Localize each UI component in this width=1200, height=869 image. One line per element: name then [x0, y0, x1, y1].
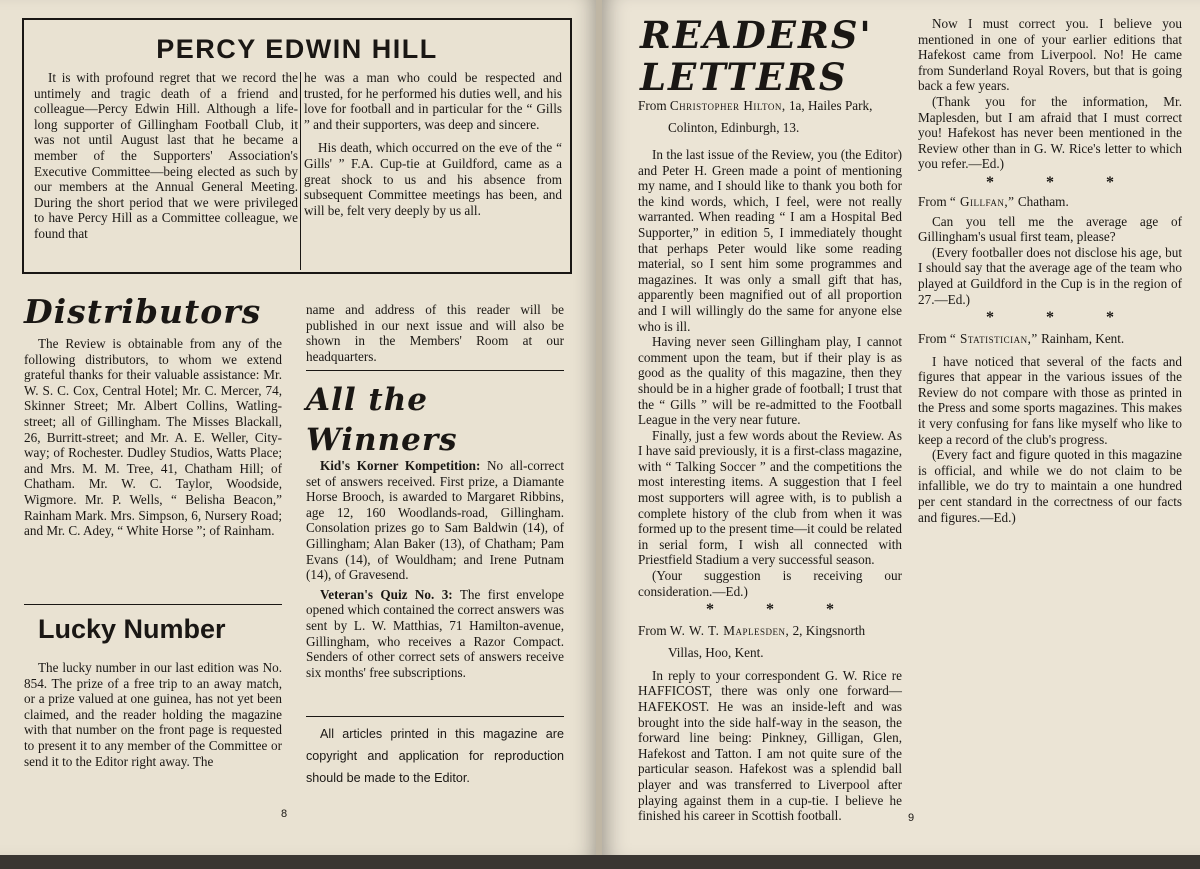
page-number-right: 9 [908, 812, 915, 824]
all-the-winners-heading [306, 380, 458, 460]
lucky-number-paragraph: The lucky number in our last edition was No. 854. The prize of a free trip to an away match, or a prize valued at one guinea, has not yet been claimed, and the reader holding the magazine with that number on the front page is requested to present it to any member of the Committee or send it to the Editor right away. The [24, 660, 282, 769]
letter3-from [918, 193, 1182, 210]
letter1-paragraph-3: Finally, just a few words about the Review. As I have said previously, it is a first-class magazine, with “ Talking Soccer ” and the competitions the most interesting items. A suggestion that I feel most supporters will agree with, is to publish a complete history of the club from when it was formed up to the present time—it could be related in serial form, I wish all connected with Priestfield Stadium a very successful season. [638, 427, 902, 568]
letters-column-1 [638, 95, 902, 824]
percy-hill-box [22, 18, 572, 274]
distributors-text [24, 336, 282, 539]
left-page [0, 0, 598, 855]
percy-text-col1 [34, 70, 298, 242]
copyright-notice [306, 723, 564, 789]
letter1-paragraph-1: In the last issue of the Review, you (the Editor) and Peter H. Green made a point of mentioning my name, and I should like to thank you both for the kind words, which, I feel, were not really warranted. When reading “ I am a Hospital Bed Supporter,” in edition 5, I immediately thought that perhaps Peter would like some reading material, so I sent him some programmes and magazines. It was only a small gift that has, apparently been magnified out of all proportion and I will willingly do the same for anyone else who is ill. [638, 147, 902, 334]
letter1-from [638, 95, 902, 139]
letter2-editor-reply: (Thank you for the information, Mr. Maplesden, but I am afraid that I must correct you! Hafekost has never been mentioned in the Review other than in G. W. Rice's letter to which you refer.—Ed.) [918, 93, 1182, 172]
winners-heading-line2: Winners [306, 422, 458, 458]
winners-text [306, 458, 564, 680]
letter2-address: 2, Kingsnorth Villas, Hoo, Kent. [668, 622, 866, 660]
letters-column-2 [918, 16, 1182, 525]
lucky-number-heading: Lucky Number [38, 614, 226, 644]
percy-title: PERCY EDWIN HILL [156, 34, 438, 64]
letter1-editor-reply: (Your suggestion is receiving our consideration.—Ed.) [638, 568, 902, 599]
readers-heading-line2: LETTERS [640, 55, 848, 99]
copyright-text: All articles printed in this magazine are copyright and application for reproduction should be made to the Editor. [306, 727, 564, 785]
letter4-paragraph-1: I have noticed that several of the facts and figures that appear in the various issues of the Review do not compare with those as printed in the Press and some sports magazines. This makes it very confusing for fans like myself who like to keep a record of the club's progress. [918, 353, 1182, 447]
percy-paragraph-3: His death, which occurred on the eve of the “ Gills' ” F.A. Cup-tie at Guildford, came as a great shock to us and his absence from subsequent Committee meetings has been, and will be, felt very deeply by us all. [304, 140, 562, 218]
from-word: From [918, 330, 947, 346]
letter4-editor-reply: (Every fact and figure quoted in this magazine is official, and while we do not claim to be infallible, we do try to maintain a one hundred per cent standard in the correctness of our facts and figures.—Ed.) [918, 447, 1182, 525]
letter2-from [638, 620, 902, 664]
section-rule [306, 716, 564, 717]
kids-korner-label: Kid's Korner Kompetition: [320, 458, 481, 473]
separator-stars: * * * [706, 601, 858, 619]
continued-paragraph: name and address of this reader will be published in our next issue and will also be shown in the Members' Room at our headquarters. [306, 302, 564, 364]
veterans-quiz-label: Veteran's Quiz No. 3: [320, 586, 453, 602]
percy-paragraph-1: It is with profound regret that we record the untimely and tragic death of a friend and colleague—Percy Edwin Hill. Although a life-long supporter of Gillingham Football Club, it was not until August last that he became a member of the Supporters' Association's Executive Committee—being elected as such by our members at the Annual General Meeting. During the short period that we were privileged to have Percy Hill as a Committee colleague, we found that [34, 70, 298, 241]
percy-paragraph-2: he was a man who could be respected and trusted, for he performed his duties well, and his love for football and in particular for the “ Gills ” and their supporters, was deep and sincere. [304, 70, 562, 132]
lucky-number-text [24, 660, 282, 769]
letter2-paragraph-1: In reply to your correspondent G. W. Rice re HAFFICOST, there was only one forward—HAFEKOST. He was an inside-left and was brought into the side half-way in the season, the forward line being: Pinkney, Gilligan, Glen, Hafekost and Tatton. I am not quite sure of the particular season. Hafekost was a splendid ball player and was transferred to Liverpool after playing against them in a cup-tie. I believe he finished his career in Scottish football. [638, 667, 902, 824]
page-number-left: 8 [281, 808, 288, 820]
letter3-name: “ Gillfan,” [949, 193, 1015, 209]
letter4-name: “ Statistician,” [949, 330, 1038, 346]
distributors-paragraph: The Review is obtainable from any of the following distributors, to whom we extend grateful thanks for their valuable assistance: Mr. W. S. C. Cox, Central Hotel; Mr. C. Mercer, 74, Skinner Street; Mr. Albert Collins, Watling-street; all of Gillingham. The Misses Blackall, 26, Burritt-street; and Mr. A. E. Weller, City-way; of Rochester. Dudley Studios, Watts Place; and Mrs. M. M. Tree, 41, Chatham Hill; of Chatham. Mr. W. C. Taylor, Woodside, Wigmore. Mr. P. Wells, “ Belisha Beacon,” Rainham Mark. Mrs. Simpson, 6, Nursery Road; and Mr. C. Adey, “ White Horse ”; of Rainham. [24, 336, 282, 539]
letter2-paragraph-2: Now I must correct you. I believe you mentioned in one of your earlier editions that Hafekost came from Liverpool. No! He came from Sunderland Royal Rovers, but that is going back a few years. [918, 16, 1182, 94]
letter4-from [918, 328, 1182, 350]
continued-text [306, 302, 564, 364]
veterans-quiz-paragraph [306, 587, 564, 681]
letter1-address: 1a, Hailes Park, Colinton, Edinburgh, 13. [668, 98, 873, 135]
letter3-paragraph-1: Can you tell me the average age of Gillingham's usual first team, please? [918, 213, 1182, 245]
letter3-editor-reply: (Every footballer does not disclose his age, but I should say that the average age of the team who played at Guildford in the Cup is in the region of 27.—Ed.) [918, 244, 1182, 307]
section-rule [306, 370, 564, 371]
distributors-heading: Distributors [24, 292, 262, 331]
separator-stars: * * * [986, 173, 1138, 191]
letter3-address: Chatham. [1014, 193, 1069, 209]
from-word: From [918, 193, 947, 209]
readers-heading-line1: READERS' [640, 13, 873, 57]
from-word: From [638, 98, 667, 113]
kids-korner-text: No all-correct set of answers received. First prize, a Diamante Horse Brooch, is awarded to Margaret Ribbins, age 12, 160 Woodlands-road, Gillingham. Consolation prizes go to Sam Baldwin (14), of Gillingham; Alan Baker (13), of Chatham; Pam Evans (14), of Wouldham; and Irene Putnam (14), of Gravesend. [306, 458, 564, 583]
letter1-name: Christopher Hilton, [669, 98, 786, 113]
column-divider [300, 72, 301, 270]
percy-text-col2 [304, 70, 562, 218]
from-word: From [638, 622, 667, 638]
letter2-name: W. W. T. Maplesden, [669, 622, 790, 638]
right-page [602, 0, 1200, 855]
letter1-paragraph-2: Having never seen Gillingham play, I cannot comment upon the team, but if their play is as good as the quality of this magazine, then they should be in a higher grade of football; I trust that the “ Gills ” will be re-admitted to the Football League in the very near future. [638, 334, 902, 428]
separator-stars: * * * [986, 309, 1138, 327]
winners-heading-line1: All the [306, 382, 428, 418]
section-rule [24, 604, 282, 605]
kids-korner-paragraph [306, 458, 564, 583]
readers-letters-heading [640, 14, 873, 98]
veterans-quiz-text: The first envelope opened which contained the correct answers was sent by L. W. Matthias, 71 Hamilton-avenue, Gillingham, who receives a Razor Compact. Senders of other correct sets of answers receive six months' free subscriptions. [306, 586, 565, 680]
letter4-address: Rainham, Kent. [1037, 330, 1125, 346]
